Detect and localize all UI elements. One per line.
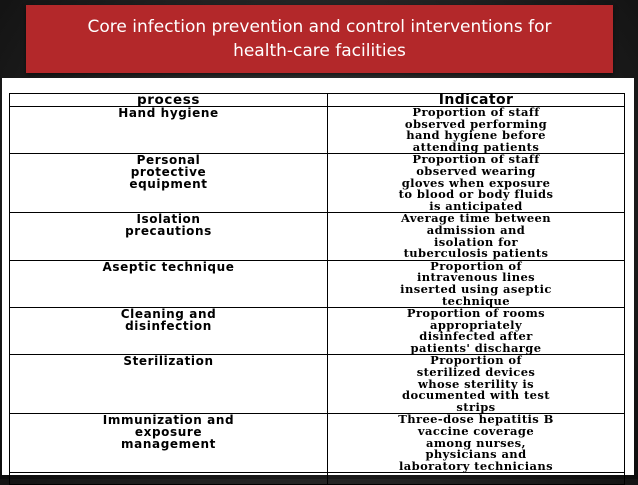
indicator-text-line: Proportion of staff: [412, 152, 540, 167]
process-cell: [10, 414, 328, 473]
indicator-text-line: Average time between: [400, 211, 552, 226]
process-text-line: precautions: [125, 224, 212, 239]
indicator-text-line: whose sterility is: [417, 376, 535, 391]
process-text-line: Isolation: [136, 212, 201, 227]
table-row: [10, 107, 625, 154]
table-row: [10, 308, 625, 355]
indicator-text-line: is anticipated: [429, 198, 523, 213]
process-cell: [10, 213, 328, 260]
indicator-text-line: Proportion of rooms: [406, 306, 546, 321]
indicator-text-line: attending patients: [412, 139, 540, 154]
process-cell: [10, 260, 328, 307]
indicator-text-line: observed wearing: [416, 163, 536, 178]
indicator-text-line: inserted using aseptic: [400, 281, 552, 296]
indicator-cell: [328, 107, 625, 154]
slide-title-line-2: health-care facilities: [233, 41, 406, 61]
indicator-text-line: hand hygiene before: [406, 128, 546, 143]
table-row: [10, 414, 625, 473]
process-text-line: Sterilization: [123, 354, 214, 369]
interventions-table: [9, 93, 625, 485]
indicator-text-line: vaccine coverage: [417, 424, 535, 439]
indicator-text-line: isolation for: [434, 234, 518, 249]
process-text-line: equipment: [129, 177, 208, 192]
table-row: [10, 355, 625, 414]
indicator-text-line: physicians and: [425, 447, 527, 462]
process-text-line: disinfection: [125, 319, 212, 334]
indicator-cell: [328, 355, 625, 414]
process-text-line: exposure: [134, 425, 203, 440]
slide-title-line-1: Core infection prevention and control interventions for: [87, 17, 552, 37]
process-cell: [10, 107, 328, 154]
indicator-text-line: sterilized devices: [416, 365, 536, 380]
indicator-text-line: Proportion of: [430, 353, 522, 368]
indicator-text-line: appropriately: [429, 317, 523, 332]
indicator-text-line: intravenous lines: [416, 270, 536, 285]
indicator-text-line: technique: [441, 293, 511, 308]
table-row: [10, 154, 625, 213]
table-row: [10, 260, 625, 307]
process-text-line: Immunization and: [102, 413, 235, 428]
indicator-text-line: gloves when exposure: [401, 175, 551, 190]
header-indicator: Indicator: [328, 94, 625, 107]
table-body: [10, 107, 625, 485]
table-row: [10, 213, 625, 260]
process-text-line: Hand hygiene: [118, 106, 219, 120]
indicator-text-line: strips: [456, 399, 496, 414]
indicator-cell: [328, 154, 625, 213]
indicator-text-line: documented with test: [402, 388, 550, 403]
indicator-text-line: disinfected after: [419, 329, 533, 344]
indicator-cell: [328, 414, 625, 473]
indicator-text-line: Proportion of: [430, 258, 522, 273]
indicator-cell: [328, 308, 625, 355]
indicator-text-line: admission and: [426, 222, 526, 237]
process-cell: [10, 355, 328, 414]
indicator-text-line: laboratory technicians: [399, 458, 553, 473]
indicator-text-line: patients' discharge: [410, 340, 542, 355]
process-text-line: management: [121, 437, 216, 452]
indicator-text-line: Three-dose hepatitis B: [398, 412, 554, 427]
process-cell: [10, 154, 328, 213]
slide-content: [2, 78, 634, 475]
process-text-line: protective: [130, 165, 207, 180]
header-process: process: [10, 94, 328, 107]
indicator-text-line: observed performing: [404, 116, 548, 131]
indicator-text-line: tuberculosis patients: [403, 246, 549, 261]
process-text-line: Personal: [136, 153, 201, 168]
process-text-line: Cleaning and: [120, 307, 217, 322]
slide-title: [26, 5, 613, 73]
indicator-text-line: to blood or body fluids: [398, 187, 554, 202]
indicator-text-line: among nurses,: [426, 435, 526, 450]
indicator-text-line: Proportion of staff: [412, 105, 540, 119]
indicator-cell: [328, 260, 625, 307]
indicator-cell: [328, 213, 625, 260]
process-text-line: Aseptic technique: [102, 259, 235, 274]
process-cell: [10, 308, 328, 355]
